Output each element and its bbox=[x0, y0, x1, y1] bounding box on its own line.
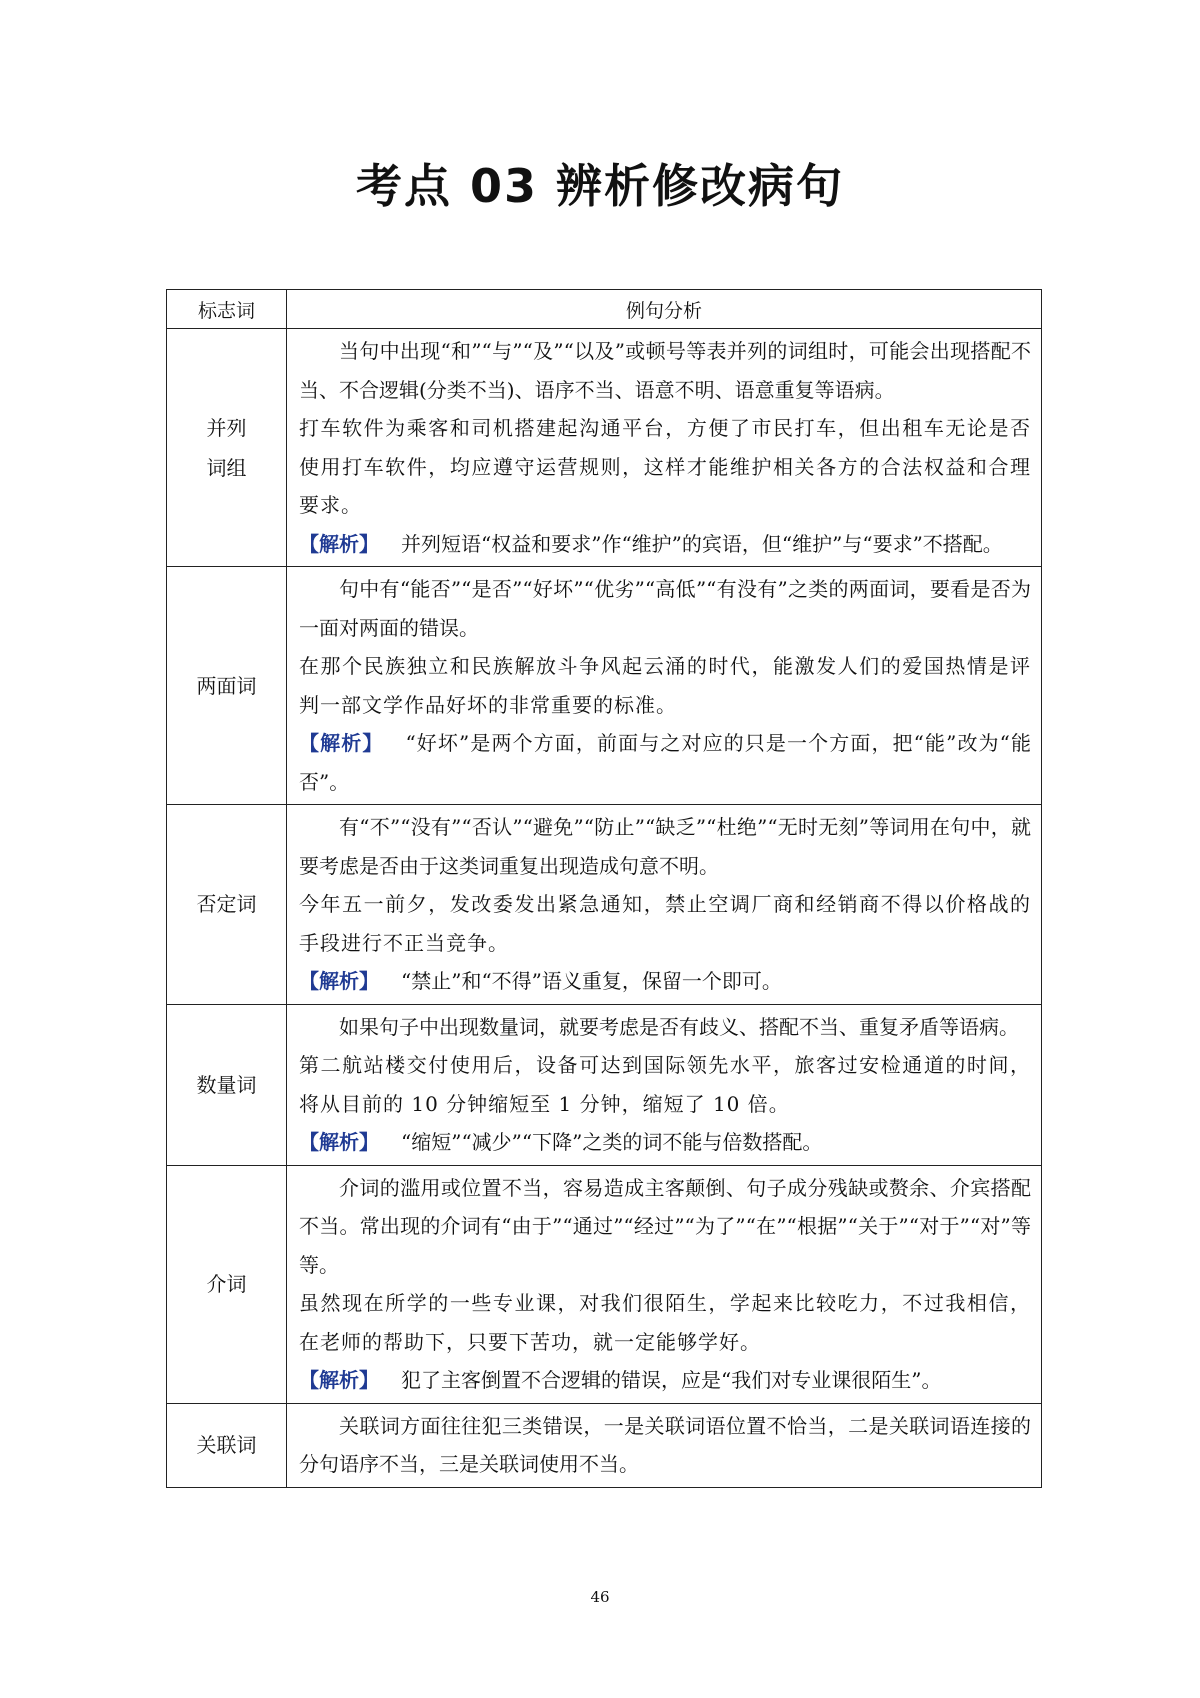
analysis-cell bbox=[287, 1004, 1042, 1165]
marker-word-label: 否定词 bbox=[196, 892, 257, 917]
analysis-text: “禁止”和“不得”语义重复，保留一个即可。 bbox=[401, 969, 782, 993]
marker-word-cell bbox=[167, 805, 287, 1005]
analysis-paragraph bbox=[299, 724, 1031, 801]
marker-word-label: 数量词 bbox=[196, 1072, 257, 1097]
example-sentence: 打车软件为乘客和司机搭建起沟通平台，方便了市民打车，但出租车无论是否使用打车软件，均应遵守运营规则，这样才能维护相关各方的合法权益和合理要求。 bbox=[299, 416, 1031, 517]
marker-word-label: 词组 bbox=[206, 455, 247, 480]
analysis-paragraph bbox=[299, 1123, 1031, 1162]
rule-intro: 有“不”“没有”“否认”“避免”“防止”“缺乏”“杜绝”“无时无刻”等词用在句中，就要考虑是否由于这类词重复出现造成句意不明。 bbox=[299, 815, 1031, 878]
example-sentence: 第二航站楼交付使用后，设备可达到国际领先水平，旅客过安检通道的时间，将从目前的 10 分钟缩短至 1 分钟，缩短了 10 倍。 bbox=[299, 1053, 1031, 1116]
rule-intro: 介词的滥用或位置不当，容易造成主客颠倒、句子成分残缺或赘余、介宾搭配不当。常出现的介词有“由于”“通过”“经过”“为了”“在”“根据”“关于”“对于”“对”等等。 bbox=[299, 1175, 1031, 1277]
analysis-text: “好坏”是两个方面，前面与之对应的只是一个方面，把“能”改为“能否”。 bbox=[299, 731, 1032, 794]
marker-word-cell bbox=[167, 1403, 287, 1487]
analysis-tag: 【解析】 bbox=[299, 731, 384, 755]
analysis-paragraph bbox=[299, 1361, 1031, 1400]
table-header-row bbox=[167, 290, 1042, 329]
table-row bbox=[167, 1004, 1042, 1165]
marker-word-label: 关联词 bbox=[196, 1433, 257, 1457]
analysis-table bbox=[166, 289, 1042, 1488]
analysis-tag: 【解析】 bbox=[299, 1368, 379, 1392]
example-sentence: 今年五一前夕，发改委发出紧急通知，禁止空调厂商和经销商不得以价格战的手段进行不正当竞争。 bbox=[299, 892, 1031, 955]
analysis-cell bbox=[287, 805, 1042, 1005]
example-sentence: 在那个民族独立和民族解放斗争风起云涌的时代，能激发人们的爱国热情是评判一部文学作品好坏的非常重要的标准。 bbox=[299, 654, 1031, 717]
table-row bbox=[167, 1165, 1042, 1403]
example-sentence: 虽然现在所学的一些专业课，对我们很陌生，学起来比较吃力，不过我相信，在老师的帮助下，只要下苦功，就一定能够学好。 bbox=[299, 1291, 1031, 1354]
table-row bbox=[167, 329, 1042, 567]
rule-intro: 关联词方面往往犯三类错误，一是关联词语位置不恰当，二是关联词语连接的分句语序不当，三是关联词使用不当。 bbox=[299, 1413, 1031, 1476]
marker-word-label: 两面词 bbox=[196, 673, 257, 698]
analysis-cell bbox=[287, 329, 1042, 567]
analysis-paragraph bbox=[299, 525, 1031, 564]
rule-intro: 当句中出现“和”“与”“及”“以及”或顿号等表并列的词组时，可能会出现搭配不当、不合逻辑(分类不当)、语序不当、语意不明、语意重复等语病。 bbox=[299, 339, 1031, 402]
analysis-tag: 【解析】 bbox=[299, 1130, 379, 1154]
analysis-text: “缩短”“减少”“下降”之类的词不能与倍数搭配。 bbox=[401, 1130, 823, 1154]
analysis-text: 并列短语“权益和要求”作“维护”的宾语，但“维护”与“要求”不搭配。 bbox=[401, 531, 1003, 556]
table-row bbox=[167, 1403, 1042, 1487]
analysis-tag: 【解析】 bbox=[299, 531, 379, 556]
header-cell: 标志词 bbox=[167, 290, 287, 329]
analysis-cell bbox=[287, 1403, 1042, 1487]
analysis-text: 犯了主客倒置不合逻辑的错误，应是“我们对专业课很陌生”。 bbox=[401, 1368, 942, 1392]
analysis-cell bbox=[287, 1165, 1042, 1403]
analysis-tag: 【解析】 bbox=[299, 969, 379, 993]
header-cell: 例句分析 bbox=[287, 290, 1042, 329]
marker-word-cell bbox=[167, 1004, 287, 1165]
table-row bbox=[167, 805, 1042, 1005]
analysis-cell bbox=[287, 567, 1042, 805]
table-row bbox=[167, 567, 1042, 805]
marker-word-label: 介词 bbox=[206, 1272, 247, 1296]
page-number: 46 bbox=[590, 1588, 610, 1606]
analysis-paragraph bbox=[299, 962, 1031, 1001]
marker-word-cell bbox=[167, 329, 287, 567]
marker-word-label: 并列 bbox=[206, 415, 247, 440]
marker-word-cell bbox=[167, 567, 287, 805]
marker-word-cell bbox=[167, 1165, 287, 1403]
rule-intro: 如果句子中出现数量词，就要考虑是否有歧义、搭配不当、重复矛盾等语病。 bbox=[339, 1014, 1019, 1039]
rule-intro: 句中有“能否”“是否”“好坏”“优劣”“高低”“有没有”之类的两面词，要看是否为一面对两面的错误。 bbox=[299, 577, 1031, 640]
page-title: 考点 03 辨析修改病句 bbox=[355, 159, 845, 213]
